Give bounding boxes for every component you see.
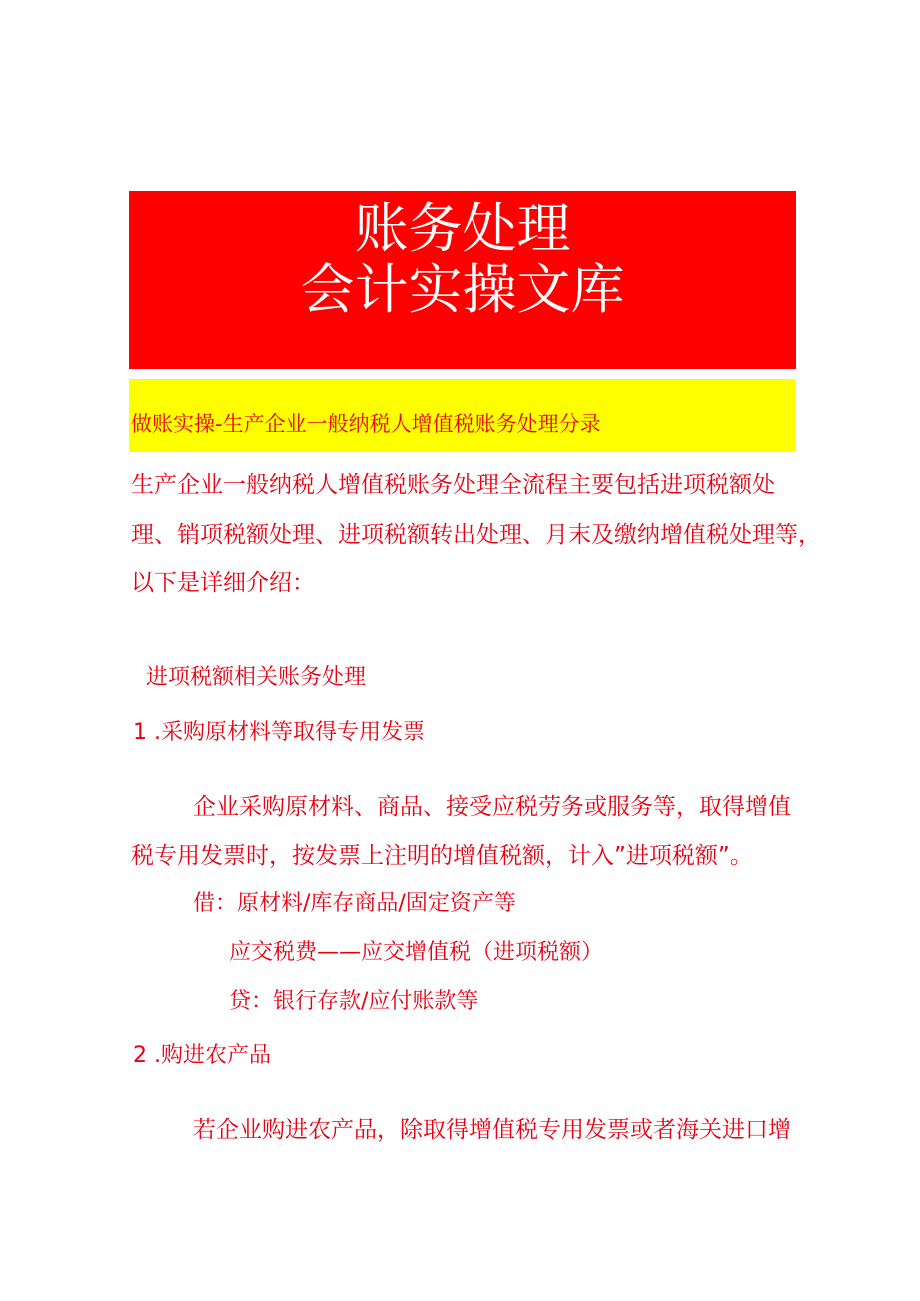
item-2-paragraph-line-1: 若企业购进农产品，除取得增值税专用发票或者海关进口增 — [193, 1117, 791, 1143]
section-heading: 进项税额相关账务处理 — [146, 665, 367, 690]
item-1-paragraph-line-1: 企业采购原材料、商品、接受应税劳务或服务等，取得增值 — [193, 794, 791, 820]
banner-title-line-2: 会计实操文库 — [300, 258, 625, 321]
item-1-paragraph-line-2: 税专用发票时，按发票上注明的增值税额，计入”进项税额”。 — [131, 843, 753, 869]
item-1-heading: 1 .采购原材料等取得专用发票 — [133, 720, 425, 745]
banner-title-line-1: 账务处理 — [354, 197, 571, 260]
journal-entry-debit: 借：原材料/库存商品/固定资产等 — [193, 891, 516, 916]
intro-line-1: 生产企业一般纳税人增值税账务处理全流程主要包括进项税额处 — [131, 472, 775, 498]
document-subtitle: 做账实操-生产企业一般纳税人增值税账务处理分录 — [131, 412, 601, 436]
subtitle-bar — [129, 379, 796, 452]
intro-line-2: 理、销项税额处理、进项税额转出处理、月末及缴纳增值税处理等， — [131, 522, 821, 548]
journal-entry-credit: 贷：银行存款/应付账款等 — [229, 989, 479, 1014]
item-2-heading: 2 .购进农产品 — [133, 1043, 271, 1068]
intro-line-3: 以下是详细介绍： — [131, 570, 315, 596]
journal-entry-tax: 应交税费——应交增值税（进项税额） — [229, 940, 604, 965]
